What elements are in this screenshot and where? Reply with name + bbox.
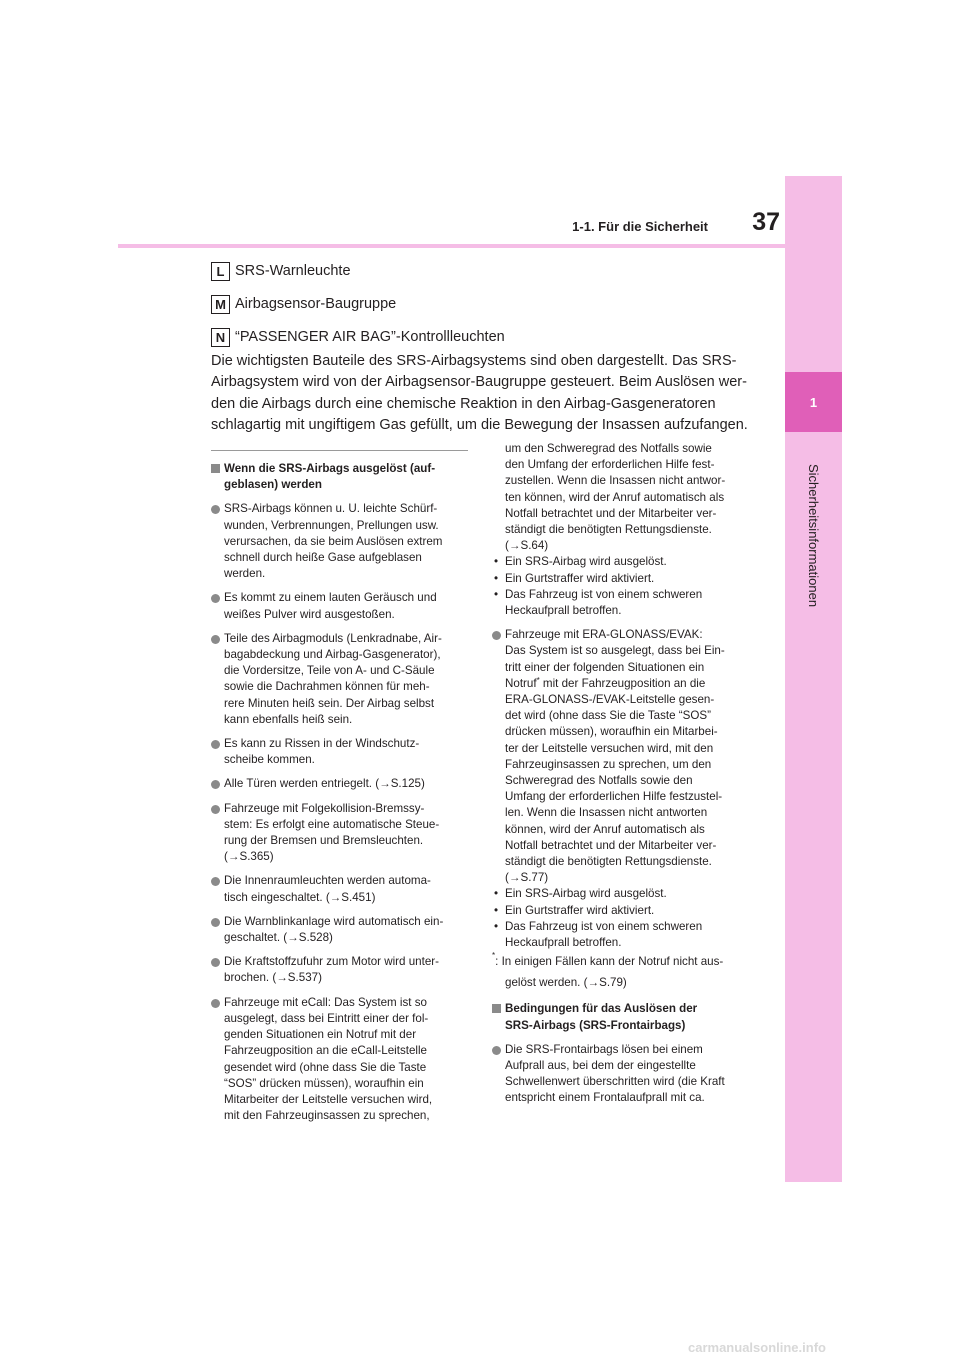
bullet-item: Fahrzeuge mit Folgekollision-Bremssy- stem: Es erfolgt eine automatische Steue- rung der Bremsen und Bremsleuchten. (→S.365) bbox=[211, 801, 469, 866]
chapter-label: Sicherheitsinformationen bbox=[806, 464, 821, 608]
label-row-n bbox=[211, 327, 505, 347]
intro-line: den die Airbags durch eine chemische Reaktion in den Airbag-Gasgeneratoren bbox=[211, 395, 716, 412]
label-text-m: Airbagsensor-Baugruppe bbox=[235, 296, 397, 312]
page-number: 37 bbox=[752, 208, 780, 236]
left-column bbox=[211, 450, 469, 1124]
section-title: 1-1. Für die Sicherheit bbox=[572, 219, 708, 234]
bullet-item: Alle Türen werden entriegelt. (→S.125) bbox=[211, 776, 469, 792]
bullet-item: SRS-Airbags können u. U. leichte Schürf- wunden, Verbrennungen, Prellungen usw. verursachen, da sie beim Auslösen extrem schnell durch heiße Gase aufgeblasen werden. bbox=[211, 501, 469, 582]
label-text-l: SRS-Warnleuchte bbox=[235, 263, 351, 279]
label-key-l: L bbox=[211, 262, 230, 281]
label-text-n: “PASSENGER AIR BAG”-Kontrollleuchten bbox=[235, 329, 505, 345]
header-rule bbox=[118, 244, 785, 248]
label-row-l bbox=[211, 261, 351, 281]
chapter-number: 1 bbox=[809, 394, 818, 410]
footnote-marker: * bbox=[492, 951, 496, 961]
bullet-item-era-glonass: Fahrzeuge mit ERA-GLONASS/EVAK: Das System ist so ausgelegt, dass bei Ein- tritt einer der folgenden Situationen ein Notruf* mit der Fahrzeugposition an die ERA-GLONASS-/EVAK-Leitstelle gesen- det wird (ohne dass Sie die Taste “SOS” drücken müssen), woraufhin ein Mitarbei- ter der Leitstelle versuchen wird, mit den Fahrzeuginsassen zu sprechen, um den Schweregrad des Notfalls sowie den Umfang der erforderlichen Hilfe festzustel- len. Wenn die Insassen nicht antworten können, wird der Anruf automatisch als Notfall betrachtet und der Mitarbeiter ver- ständigt die benötigten Rettungsdienste. (→S.77) bbox=[492, 627, 757, 886]
bullet-item: Fahrzeuge mit eCall: Das System ist so ausgelegt, dass bei Eintritt einer der fol- genden Situationen ein Notruf mit der Fahrzeugposition an die eCall-Leitstelle gesendet wird (ohne dass Sie die Taste “SOS” drücken müssen), woraufhin ein Mitarbeiter der Leitstelle versuchen wird, mit den Fahrzeuginsassen zu sprechen, bbox=[211, 995, 469, 1125]
intro-line: Airbagsystem wird von der Airbagsensor-Baugruppe gesteuert. Beim Auslösen wer- bbox=[211, 374, 747, 391]
continuation-text: um den Schweregrad des Notfalls sowie den Umfang der erforderlichen Hilfe fest- zustellen. Wenn die Insassen nicht antwor- ten können, wird der Anruf automatisch als Notfall betrachtet und der Mitarbeiter ver- ständigt die benötigten Rettungsdienste. (→S.64) bbox=[505, 442, 726, 553]
section-heading-airbags-deployed: Wenn die SRS-Airbags ausgelöst (auf- geblasen) werden bbox=[211, 461, 469, 493]
dot-item: • Ein SRS-Airbag wird ausgelöst. bbox=[492, 554, 757, 570]
label-key-n: N bbox=[211, 328, 230, 347]
dot-item: • Das Fahrzeug ist von einem schweren Heckaufprall betroffen. bbox=[492, 587, 757, 619]
intro-paragraph bbox=[211, 351, 756, 437]
dot-item: • Ein SRS-Airbag wird ausgelöst. bbox=[492, 886, 757, 902]
bullet-item: Teile des Airbagmoduls (Lenkradnabe, Air- bagabdeckung und Airbag-Gasgenerator), die Vordersitze, Teile von A- und C-Säule sowie die Dachrahmen können für meh- rere Minuten heiß sein. Der Airbag selbst kann ebenfalls heiß sein. bbox=[211, 631, 469, 728]
column-rule bbox=[211, 450, 468, 451]
bullet-item: Die Warnblinkanlage wird automatisch ein- geschaltet. (→S.528) bbox=[211, 914, 469, 946]
dot-item: • Das Fahrzeug ist von einem schweren Heckaufprall betroffen. bbox=[492, 919, 757, 951]
label-row-m bbox=[211, 294, 396, 314]
intro-line: schlagartig mit ungiftigem Gas gefüllt, um die Bewegung der Insassen aufzufangen. bbox=[211, 417, 748, 434]
bullet-item: Die Kraftstoffzufuhr zum Motor wird unter- brochen. (→S.537) bbox=[211, 954, 469, 986]
bullet-item: Die Innenraumleuchten werden automa- tisch eingeschaltet. (→S.451) bbox=[211, 873, 469, 905]
bullet-item: Es kommt zu einem lauten Geräusch und weißes Pulver wird ausgestoßen. bbox=[211, 590, 469, 622]
bullet-item: Es kann zu Rissen in der Windschutz- scheibe kommen. bbox=[211, 736, 469, 768]
bullet-item: Die SRS-Frontairbags lösen bei einem Aufprall aus, bei dem der eingestellte Schwellenwert überschritten wird (die Kraft entspricht einem Frontalaufprall mit ca. bbox=[492, 1042, 757, 1107]
watermark: carmanualsonline.info bbox=[688, 1340, 826, 1355]
intro-line: Die wichtigsten Bauteile des SRS-Airbagsystems sind oben dargestellt. Das SRS- bbox=[211, 353, 737, 369]
dot-item: • Ein Gurtstraffer wird aktiviert. bbox=[492, 571, 757, 587]
chapter-side-bar bbox=[785, 176, 842, 1182]
label-key-m: M bbox=[211, 295, 230, 314]
footnote-marker: * bbox=[536, 675, 540, 685]
dot-item: • Ein Gurtstraffer wird aktiviert. bbox=[492, 903, 757, 919]
footnote: *: In einigen Fällen kann der Notruf nicht aus- gelöst werden. (→S.79) bbox=[492, 951, 724, 990]
right-column bbox=[492, 441, 757, 1107]
section-heading-deployment-conditions: Bedingungen für das Auslösen der SRS-Airbags (SRS-Frontairbags) bbox=[492, 1001, 757, 1033]
